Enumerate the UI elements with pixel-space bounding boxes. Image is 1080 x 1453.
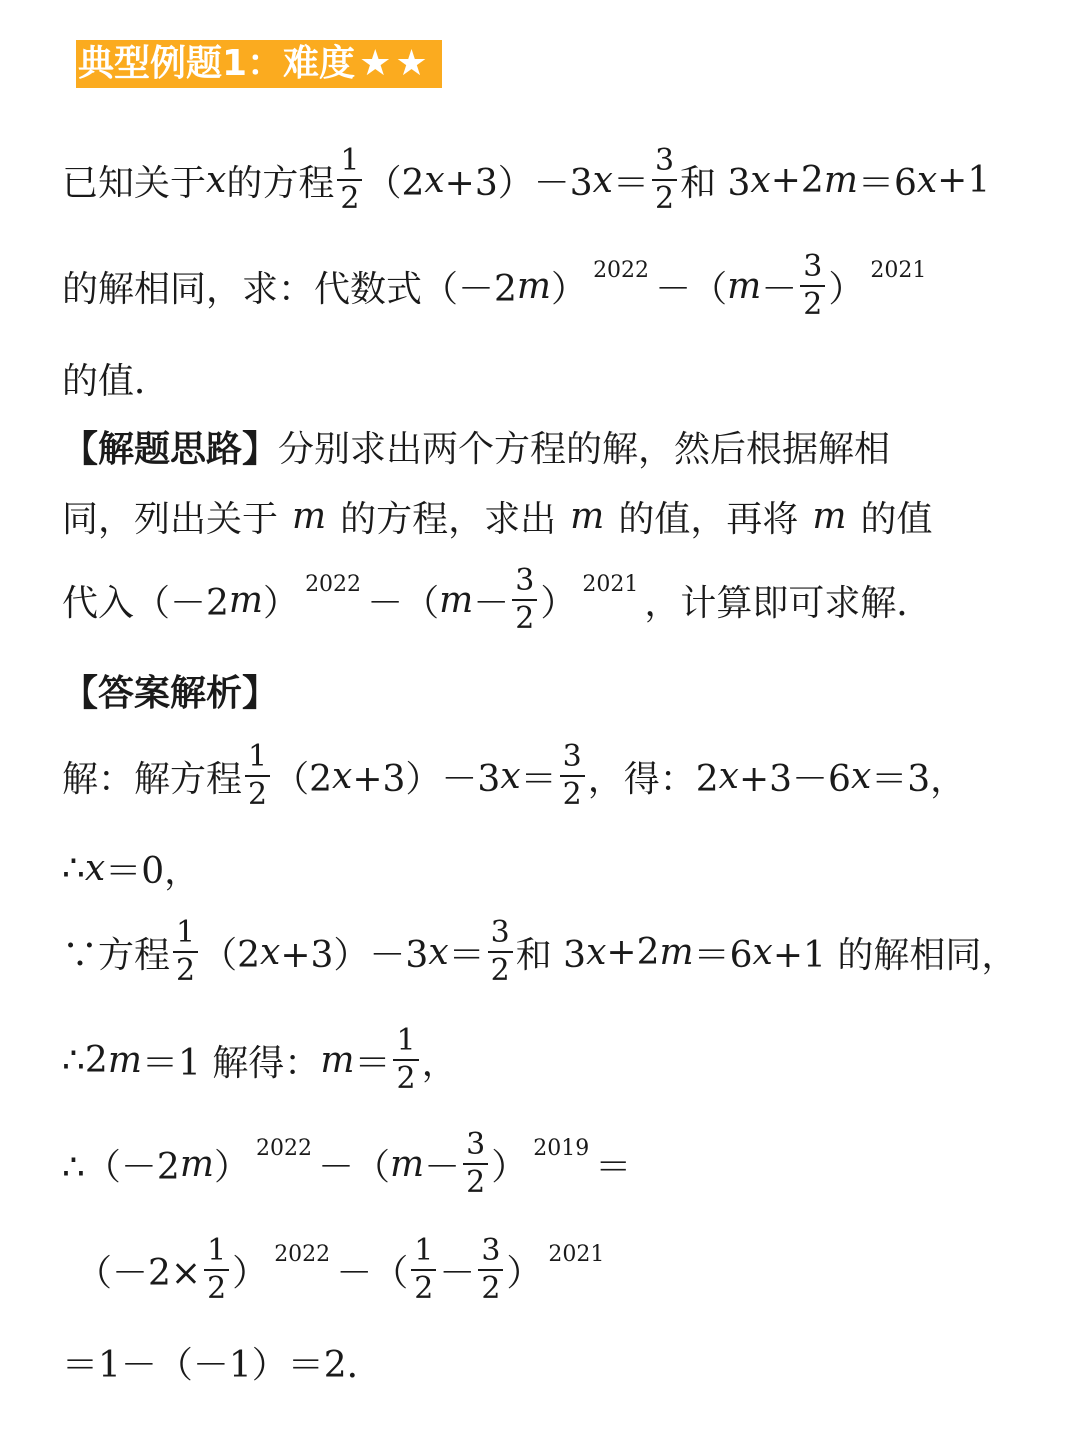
var-x: x xyxy=(332,755,353,797)
text: ） xyxy=(506,1252,543,1294)
var-x: x xyxy=(718,755,739,797)
denominator: 2 xyxy=(414,1271,434,1306)
denominator: 2 xyxy=(176,953,196,988)
text: 的解相同，求：代数式（－2 xyxy=(62,268,517,310)
denominator: 2 xyxy=(654,181,675,216)
final-result: ＝1－（－1）＝2． xyxy=(62,1344,383,1386)
text: －（ xyxy=(655,268,728,310)
numerator: 3 xyxy=(488,918,513,953)
var-x: x xyxy=(586,931,607,973)
var-x: x xyxy=(752,931,773,973)
text: ） xyxy=(540,582,577,624)
fraction xyxy=(393,1023,418,1096)
text: ） xyxy=(828,268,865,310)
var-m: m xyxy=(812,495,847,537)
answer-line-3 xyxy=(62,904,1017,1000)
var-x: x xyxy=(84,847,106,889)
text: －（ xyxy=(367,582,440,624)
text: ，得：2 xyxy=(587,758,719,800)
var-x: x xyxy=(428,931,449,973)
question-line-1 xyxy=(62,132,990,228)
var-x: x xyxy=(500,755,521,797)
fraction xyxy=(463,1127,488,1200)
numerator: 1 xyxy=(393,1026,418,1061)
text: 同，列出关于 xyxy=(62,498,279,540)
text: +1 的解相同， xyxy=(772,934,1018,976)
text: （2 xyxy=(365,162,425,204)
fraction xyxy=(245,739,270,812)
var-m: m xyxy=(516,265,552,307)
text: 和 3 xyxy=(680,162,751,204)
section-label-answer: 【答案解析】 xyxy=(62,671,279,714)
denominator: 2 xyxy=(481,1271,501,1306)
text: ＝6 xyxy=(857,162,917,204)
var-x: x xyxy=(592,159,613,201)
text: （－2× xyxy=(76,1252,202,1294)
numerator: 1 xyxy=(245,742,270,777)
text: +2 xyxy=(606,931,660,973)
numerator: 3 xyxy=(463,1130,488,1165)
numerator: 3 xyxy=(800,252,825,287)
text: －（ xyxy=(317,1146,390,1188)
numerator: 3 xyxy=(652,146,677,181)
var-m: m xyxy=(320,1039,355,1081)
section-label-idea: 【解题思路】 xyxy=(62,427,279,470)
denominator: 2 xyxy=(490,953,510,988)
text: 的值，再将 xyxy=(618,498,799,540)
denominator: 2 xyxy=(562,777,582,812)
text: ＝ xyxy=(448,934,485,976)
var-x: x xyxy=(750,159,771,201)
text: +3）－3 xyxy=(352,758,501,800)
text: ＝ xyxy=(520,758,557,800)
exponent: 2022 xyxy=(274,1241,331,1267)
denominator: 2 xyxy=(466,1165,486,1200)
var-m: m xyxy=(228,579,264,621)
exponent: 2021 xyxy=(582,571,639,597)
text: 解：解方程 xyxy=(62,758,243,800)
exponent: 2021 xyxy=(870,257,927,283)
fraction xyxy=(488,915,513,988)
answer-line-4 xyxy=(62,1012,458,1108)
var-x: x xyxy=(206,159,227,201)
text: ＝1 解得： xyxy=(141,1042,321,1084)
var-x: x xyxy=(850,755,872,797)
fraction xyxy=(560,739,585,812)
text: ＝6 xyxy=(693,934,753,976)
text: ，计算即可求解． xyxy=(644,582,933,624)
text: +2 xyxy=(770,159,824,201)
text: 的值． xyxy=(62,360,171,402)
var-x: x xyxy=(424,159,445,201)
denominator: 2 xyxy=(340,181,360,216)
numerator: 1 xyxy=(173,918,198,953)
var-m: m xyxy=(107,1039,142,1081)
text: ＝ xyxy=(354,1042,391,1084)
var-x: x xyxy=(260,931,281,973)
var-m: m xyxy=(823,159,858,201)
numerator: 1 xyxy=(337,146,362,181)
denominator: 2 xyxy=(207,1271,227,1306)
exponent: 2022 xyxy=(255,1135,312,1161)
fraction xyxy=(512,563,537,636)
text: +3）－3 xyxy=(444,162,593,204)
text: ＝3， xyxy=(871,758,967,800)
answer-line-5 xyxy=(62,1116,631,1212)
text: － xyxy=(761,268,798,310)
difficulty-stars: ★★ xyxy=(359,43,432,84)
numerator: 3 xyxy=(512,566,537,601)
answer-line-2 xyxy=(62,820,200,916)
numerator: 1 xyxy=(411,1236,436,1271)
answer-label-line xyxy=(62,642,278,738)
text: ） xyxy=(263,582,300,624)
text: ） xyxy=(232,1252,269,1294)
fraction xyxy=(204,1233,229,1306)
var-m: m xyxy=(659,931,694,973)
fraction xyxy=(337,143,362,216)
numerator: 3 xyxy=(560,742,585,777)
idea-line-2 xyxy=(62,468,932,564)
numerator: 3 xyxy=(478,1236,503,1271)
fraction xyxy=(411,1233,436,1306)
text: 已知关于 xyxy=(62,162,207,204)
text: ＝0， xyxy=(105,850,201,892)
text: ） xyxy=(491,1146,528,1188)
denominator: 2 xyxy=(803,287,823,322)
var-m: m xyxy=(439,579,474,621)
var-m: m xyxy=(389,1143,425,1185)
text: 的方程 xyxy=(226,162,335,204)
fraction xyxy=(652,143,677,216)
text: ∴（－2 xyxy=(62,1146,180,1188)
denominator: 2 xyxy=(515,601,535,636)
var-m: m xyxy=(179,1143,214,1185)
example-title-text: 典型例题1：难度 xyxy=(78,43,356,84)
question-line-2 xyxy=(62,238,932,334)
exponent: 2022 xyxy=(305,571,362,597)
text: － xyxy=(473,582,510,624)
text: （2 xyxy=(201,934,261,976)
text: －（ xyxy=(336,1252,409,1294)
var-x: x xyxy=(916,159,938,201)
text: +3－6 xyxy=(738,758,851,800)
text: 的值 xyxy=(860,498,933,540)
example-title-banner xyxy=(76,40,442,88)
text: ∵方程 xyxy=(62,934,171,976)
exponent: 2021 xyxy=(548,1241,605,1267)
text: （2 xyxy=(273,758,333,800)
answer-line-6 xyxy=(76,1222,610,1318)
var-m: m xyxy=(292,495,327,537)
idea-line-3 xyxy=(62,552,932,648)
var-m: m xyxy=(570,495,605,537)
text: － xyxy=(439,1252,476,1294)
text: ＝ xyxy=(612,162,649,204)
answer-line-7 xyxy=(62,1314,383,1410)
text: ， xyxy=(421,1042,458,1084)
fraction xyxy=(800,249,825,322)
text: 代入（－2 xyxy=(62,582,229,624)
var-m: m xyxy=(727,265,762,307)
fraction xyxy=(478,1233,503,1306)
text: 分别求出两个方程的解，然后根据解相 xyxy=(278,428,891,470)
text: ） xyxy=(213,1146,250,1188)
denominator: 2 xyxy=(248,777,268,812)
text: ∴ xyxy=(62,847,85,889)
answer-line-1 xyxy=(62,728,966,824)
denominator: 2 xyxy=(396,1061,416,1096)
text: ∴2 xyxy=(62,1039,108,1081)
text: 的方程，求出 xyxy=(340,498,557,540)
fraction xyxy=(173,915,198,988)
text: － xyxy=(424,1146,461,1188)
text: ） xyxy=(551,268,588,310)
exponent: 2022 xyxy=(593,257,650,283)
exponent: 2019 xyxy=(533,1135,590,1161)
text: ＝ xyxy=(595,1146,632,1188)
text: +1 xyxy=(937,159,991,201)
text: +3）－3 xyxy=(280,934,429,976)
numerator: 1 xyxy=(204,1236,229,1271)
text: 和 3 xyxy=(515,934,587,976)
